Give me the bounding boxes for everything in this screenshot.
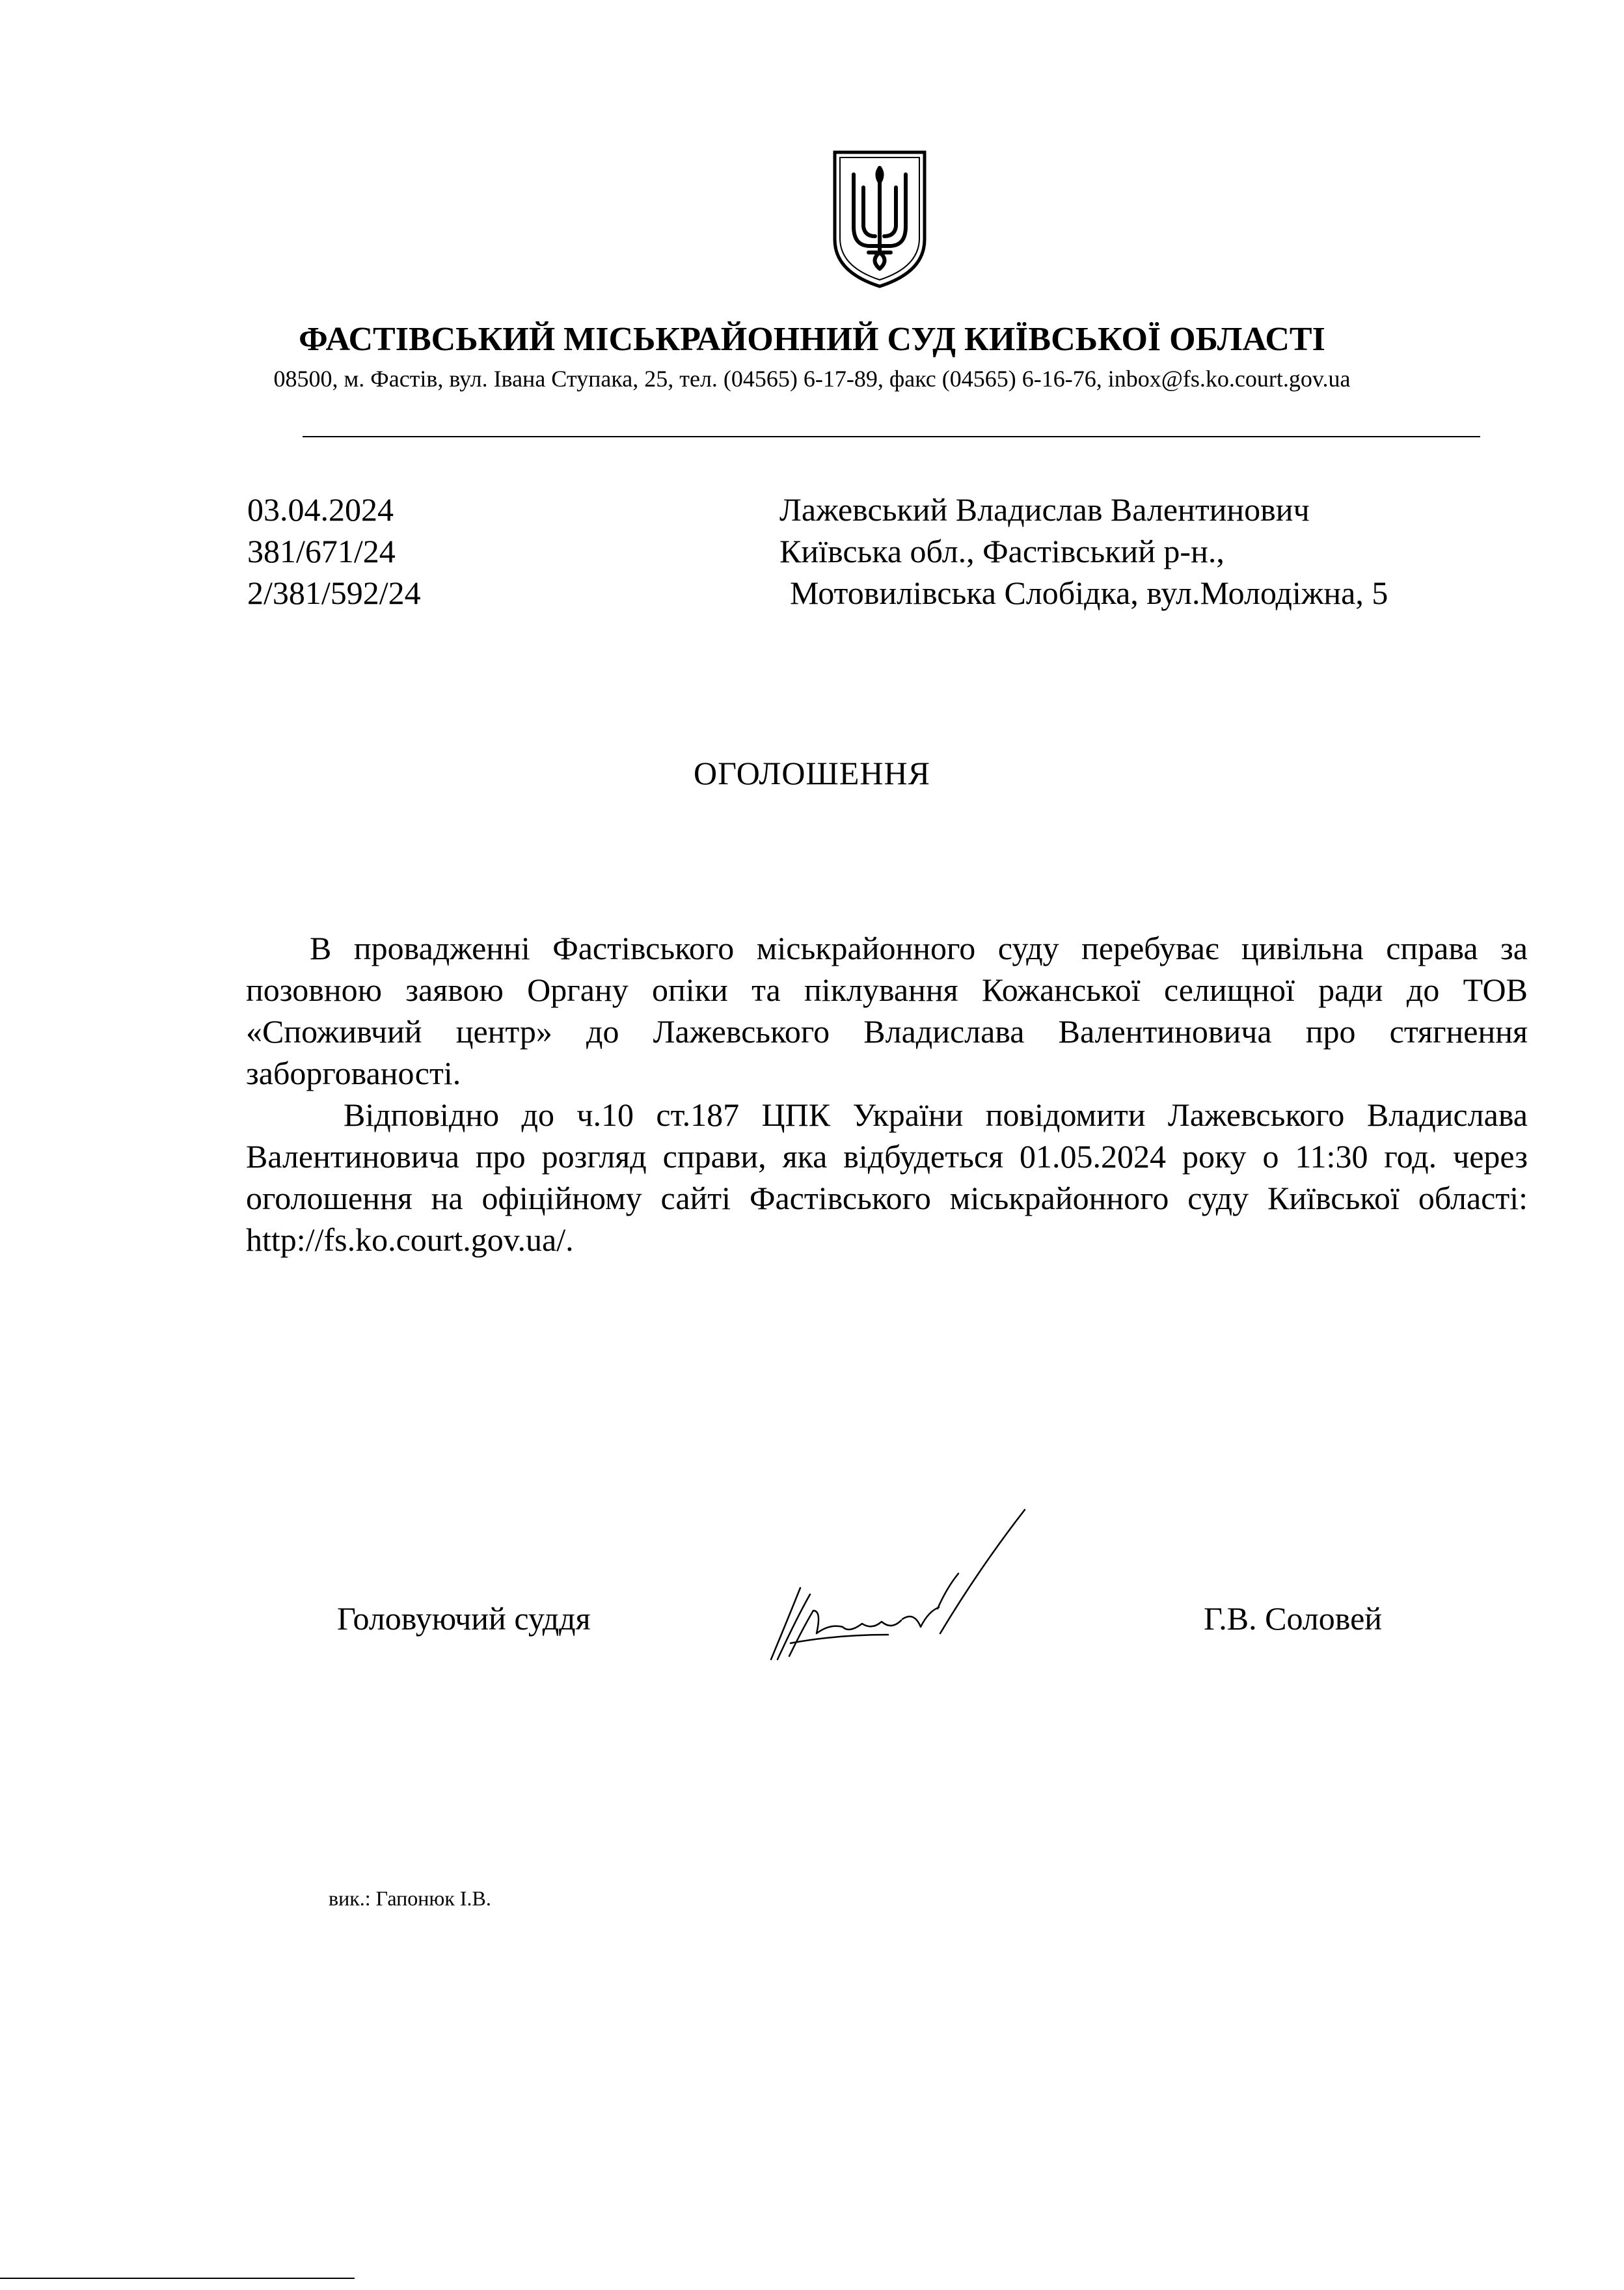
recipient-block (779, 489, 1388, 614)
notice-paragraph-2: Відповідно до ч.10 ст.187 ЦПК України повідомити Лажевського Владислава Валентиновича про розгляд справи, яка відбудеться 01.05.2024 року о 11:30 год. через оголошення на офіційному сайті Фастівського міськрайонного суду Київської області: http://fs.ko.court.gov.ua/. (246, 1097, 1528, 1258)
outgoing-number: 381/671/24 (247, 533, 396, 569)
notice-title: ОГОЛОШЕННЯ (694, 755, 930, 791)
document-meta (247, 489, 421, 614)
header-divider (303, 436, 1480, 437)
court-contacts: 08500, м. Фастів, вул. Івана Ступака, 25, тел. (04565) 6-17-89, факс (04565) 6-16-76, inbox@fs.ko.court.gov.ua (273, 366, 1351, 392)
judge-title: Головуючий суддя (337, 1600, 591, 1637)
recipient-address-line1: Київська обл., Фастівський р-н., (779, 533, 1225, 569)
footer-divider (0, 2278, 355, 2279)
notice-body (246, 927, 1528, 1261)
court-name-heading: ФАСТІВСЬКИЙ МІСЬКРАЙОННИЙ СУД КИЇВСЬКОЇ ОБЛАСТІ (299, 321, 1325, 358)
document-date: 03.04.2024 (247, 491, 394, 528)
coat-of-arms-icon (831, 148, 928, 290)
recipient-name: Лажевський Владислав Валентинович (779, 491, 1310, 528)
executor-note: вик.: Гапонюк І.В. (329, 1887, 491, 1910)
judge-name: Г.В. Соловей (1204, 1600, 1383, 1637)
recipient-address-line2: Мотовилівська Слобідка, вул.Молодіжна, 5 (790, 575, 1388, 611)
signature-image (751, 1497, 1051, 1679)
notice-paragraph-1: В провадженні Фастівського міськрайонного суду перебуває цивільна справа за позовною заявою Органу опіки та піклування Кожанської селищної ради до ТОВ «Споживчий центр» до Лажевського Владислава Валентиновича про стягнення заборгованості. (246, 930, 1528, 1091)
case-number: 2/381/592/24 (247, 575, 421, 611)
